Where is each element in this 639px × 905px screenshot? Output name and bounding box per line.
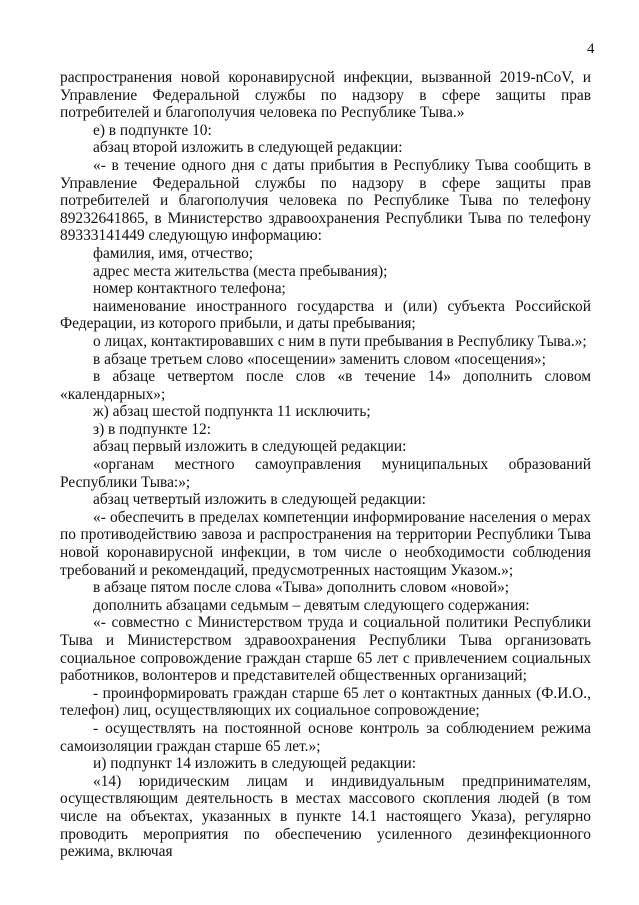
paragraph: «- совместно с Министерством труда и социальной политики Республики Тыва и Министерством здравоохранения Республики Тыва организовать социальное сопровождение граждан старше 65 лет с привлечением социальных работников, волонтеров и представителей общественных организаций; (60, 614, 591, 685)
paragraph: распространения новой коронавирусной инфекции, вызванной 2019-nCoV, и Управление Федеральной службы по надзору в сфере защиты прав потребителей и благополучия человека по Республике Тыва.» (60, 69, 591, 122)
paragraph: дополнить абзацами седьмым – девятым следующего содержания: (93, 596, 530, 614)
paragraph: е) в подпункте 10: (93, 121, 212, 139)
paragraph: «органам местного самоуправления муниципальных образований Республики Тыва:»; (60, 456, 591, 491)
paragraph: фамилия, имя, отчество; (93, 244, 254, 262)
paragraph: ж) абзац шестой подпункта 11 исключить; (93, 403, 371, 421)
paragraph: з) в подпункте 12: (93, 420, 211, 438)
paragraph: абзац четвертый изложить в следующей редакции: (93, 491, 426, 509)
paragraph: о лицах, контактировавших с ним в пути пребывания в Республику Тыва.»; (93, 332, 587, 350)
paragraph: - осуществлять на постоянной основе контроль за соблюдением режима самоизоляции граждан старше 65 лет.»; (60, 719, 591, 755)
paragraph: и) подпункт 14 изложить в следующей редакции: (93, 755, 417, 773)
document-body (60, 69, 591, 861)
page-number: 4 (587, 41, 595, 57)
paragraph: «14) юридическим лицам и индивидуальным предпринимателям, осуществляющим деятельность в местах массового скопления людей (в том числе на объектах, указанных в пункте 14.1 настоящего Указа), регулярно проводить мероприятия по обеспечению усиленного дезинфекционного режима, включая (60, 772, 591, 861)
paragraph: в абзаце пятом после слова «Тыва» дополнить словом «новой»; (93, 579, 510, 597)
paragraph: абзац второй изложить в следующей редакции: (93, 139, 403, 157)
paragraph: «- обеспечить в пределах компетенции информирование населения о мерах по противодействию завоза и распространения на территории Республики Тыва новой коронавирусной инфекции, в том числе о необходимости соблюдения требований и рекомендаций, предусмотренных настоящим Указом.»; (60, 508, 591, 579)
paragraph: абзац первый изложить в следующей редакции: (93, 438, 407, 456)
paragraph: номер контактного телефона; (93, 280, 286, 298)
paragraph: «- в течение одного дня с даты прибытия в Республику Тыва сообщить в Управление Федеральной службы по надзору в сфере защиты прав потребителей и благополучия человека по Республике Тыва по телефону 89232641865, в Министерство здравоохранения Республики Тыва по телефону 89333141449 следующую информацию: (60, 156, 591, 245)
paragraph: адрес места жительства (места пребывания); (93, 262, 388, 280)
paragraph: в абзаце третьем слово «посещении» заменить словом «посещения»; (93, 350, 546, 368)
paragraph: наименование иностранного государства и (или) субъекта Российской Федерации, из которого прибыли, и даты пребывания; (60, 297, 591, 333)
paragraph: в абзаце четвертом после слов «в течение 14» дополнить словом «календарных»; (60, 368, 591, 403)
paragraph: - проинформировать граждан старше 65 лет о контактных данных (Ф.И.О., телефон) лиц, осуществляющих их социальное сопровождение; (60, 684, 591, 720)
